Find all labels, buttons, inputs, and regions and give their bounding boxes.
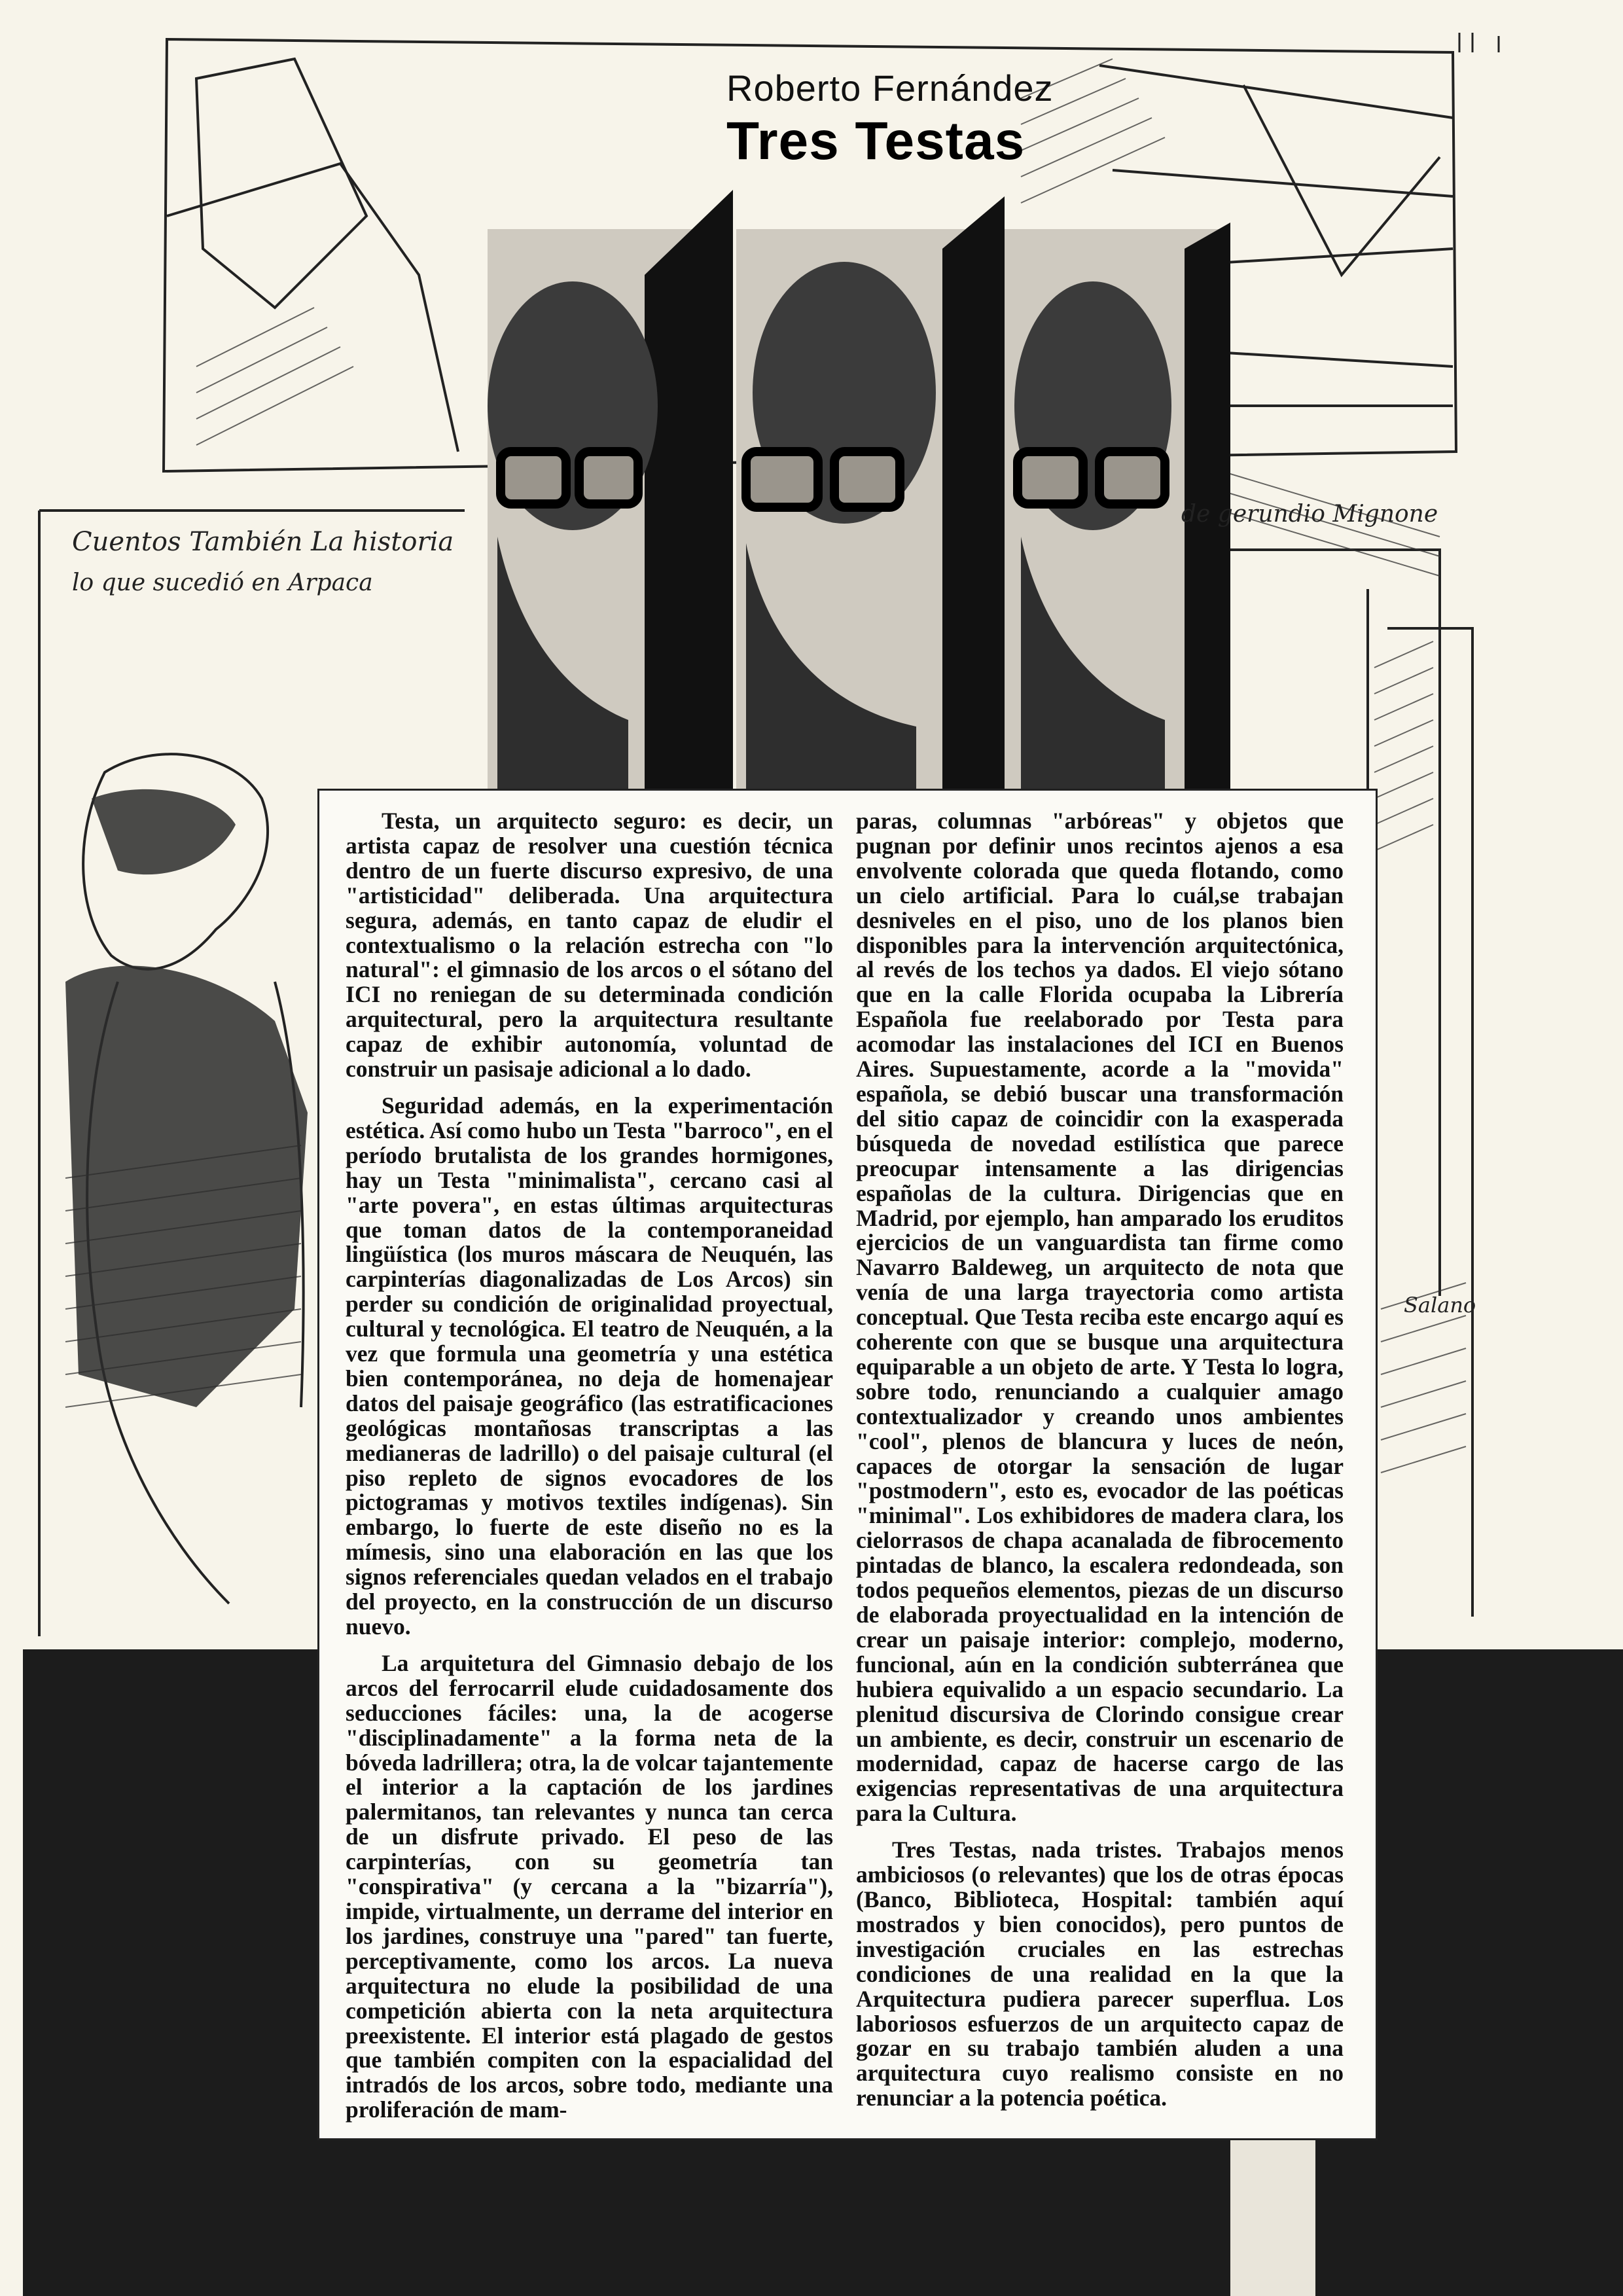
paragraph: Seguridad además, en la experimentación estética. Así como hubo un Testa "barroco", en el período brutalista de los grandes hormigones, hay un Testa "minimalista", cercano casi al "arte povera", en estas últimas arquitecturas que toman datos de la contemporaneidad lingüística (los muros máscara de Neuquén, las carpinterías diagonalizadas de Los Arcos) sin perder su condición de originalidad proyectual, cultural y tecnológica. El teatro de Neuquén, a la vez que formula una geometría y una estética bien contemporánea, no deja de homenajear datos del paisaje geográfico (las estratificaciones geológicas montañosas transcriptas a las medianeras de ladrillo) o del paisaje cultural (el piso repleto de signos evocadores de los pictogramas y motivos textiles indígenas). Sin embargo, lo fuerte de este diseño no es la mímesis, sino una elaboración en las que los signos referenciales quedan velados en el trabajo del proyecto, en la construcción de un discurso nuevo. (346, 1092, 833, 1640)
article-column-left (346, 809, 833, 2134)
sketch-note: lo que sucedió en Arpaca (72, 569, 373, 596)
author-name: Roberto Fernández (726, 67, 1054, 109)
article-column-right (856, 809, 1344, 2123)
paragraph: Testa, un arquitecto seguro: es decir, un artista capaz de resolver una cuestión técnica dentro de un fuerte discurso expresivo, de una "artisticidad" deliberada. Una arquitectura segura, además, en tanto capaz de eludir el contextualismo o la relación estrecha con "lo natural": el gimnasio de los arcos o el sótano del ICI no reniegan de su determinada condición arquitectural, pero la arquitectura resultante capaz de exhibir autonomía, voluntad de construir un pasisaje adicional a lo dado. (346, 808, 833, 1083)
article-title: Tres Testas (726, 111, 1026, 171)
sketch-note: de gerundio Mignone (1181, 501, 1438, 528)
article-header (726, 65, 1093, 171)
article-panel (317, 789, 1378, 2140)
paragraph: La arquitetura del Gimnasio debajo de los arcos del ferrocarril elude cuidadosamente dos seducciones fáciles: una, la de acogerse "disciplinadamente" a la forma neta de la bóveda ladrillera; otra, la de volcar tajantemente el interior a la captación de los jardines palermitanos, tan relevantes y nunca tan cerca de un disfrute privado. El peso de las carpinterías, con su geometría tan "conspirativa" (y cercana a la "bizarría"), impide, virtualmente, un derrame del interior en los jardines, construye una "pared" tan fuerte, perceptivamente, como los arcos. La nueva arquitectura no elude la posibilidad de una competición abierta con la neta arquitectura preexistente. El interior está plagado de gestos que también compiten con la espacialidad del intradós de los arcos, sobre todo, mediante una proliferación de mam- (346, 1649, 833, 2123)
paragraph: Tres Testas, nada tristes. Trabajos menos ambiciosos (o relevantes) que los de otras épocas (Banco, Biblioteca, Hospital: también aquí mostrados y bien conocidos), pero puntos de investigación cruciales en las estrechas condiciones de una realidad en la que la Arquitectura pudiera parecer superflua. Los laboriosos esfuerzos de un arquitecto capaz de gozar en su trabajo también aluden a una arquitectura cuyo realismo consiste en no renunciar a la potencia poética. (856, 1837, 1344, 2111)
sketch-note: Cuentos También La historia (72, 527, 454, 557)
sketch-note: Salano (1404, 1293, 1476, 1318)
paragraph: paras, columnas "arbóreas" y objetos que pugnan por definir unos recintos ajenos a esa envolvente colorada que queda flotando, como un cielo artificial. Para lo cuál,se trabajan desniveles en el piso, uno de los planos bien disponibles para la intervención arquitectónica, al revés de los techos ya dados. El viejo sótano que en la calle Florida ocupaba la Librería Española fue reelaborado por Testa para acomodar las instalaciones del ICI en Buenos Aires. Supuestamente, acorde a la "movida" española, se debió buscar una transformación del sitio capaz de coincidir con la exasperada búsqueda de novedad estilística que parece preocupar intensamente a las dirigencias españolas de la cultura. Dirigencias que en Madrid, por ejemplo, han amparado los eruditos ejercicios de un vanguardista tan firme como Navarro Baldeweg, un arquitecto de nota que venía de una larga trayectoria como artista conceptual. Que Testa reciba este encargo aquí es coherente con que se busque una arquitectura equiparable a un objeto de arte. Y Testa lo logra, sobre todo, renunciando a cualquier amago contextualizador y creando unos ambientes "cool", plenos de blancura y luces de neón, capaces de otorgar la sensación de lugar "postmodern", esto es, evocador de las poéticas "minimal". Los exhibidores de madera clara, los cielorrasos de chapa acanalada de fibrocemento pintadas de blanco, la escalera redondeada, son todos pequeños elementos, piezas de un discurso de elaborada proyectualidad en la intención de crear un paisaje interior: complejo, moderno, funcional, aún en la condición subterránea que hubiera equivalido a un espacio secundario. La plenitud discursiva de Clorindo consigue crear un ambiente, es decir, construir un escenario de modernidad, capaz de hacerse cargo de las exigencias representativas de una arquitectura para la Cultura. (856, 808, 1344, 1827)
